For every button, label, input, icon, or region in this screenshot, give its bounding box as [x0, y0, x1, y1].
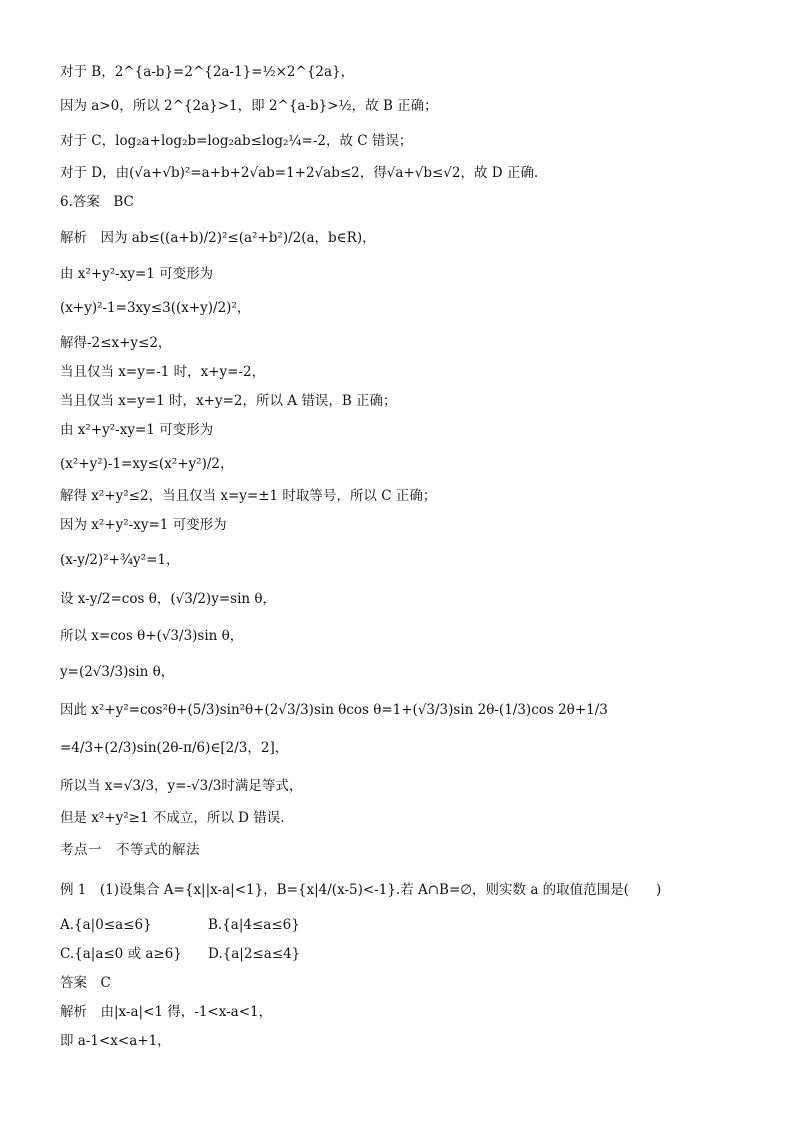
- text-line: 当且仅当 x=y=1 时，x+y=2，所以 A 错误，B 正确；: [60, 393, 397, 409]
- text-line: 解析 因为 ab≤((a+b)/2)²≤(a²+b²)/2(a，b∈R)，: [60, 230, 376, 246]
- answer-line: 6.答案 BC: [60, 194, 134, 210]
- text-line: 因为 a>0，所以 2^{2a}>1，即 2^{a-b}>½，故 B 正确；: [60, 98, 438, 114]
- text-line: 所以当 x=√3/3，y=-√3/3时满足等式，: [60, 778, 303, 794]
- text-line: 解析 由|x-a|<1 得，-1<x-a<1，: [60, 1004, 273, 1020]
- text-line: 对于 C，log₂a+log₂b=log₂ab≤log₂¼=-2，故 C 错误；: [60, 133, 413, 149]
- text-line: =4/3+(2/3)sin(2θ-π/6)∈[2/3，2]，: [60, 740, 289, 756]
- text-line: 由 x²+y²-xy=1 可变形为: [60, 266, 214, 282]
- text-line: 当且仅当 x=y=-1 时，x+y=-2，: [60, 364, 266, 380]
- section-heading: 考点一 不等式的解法: [60, 842, 200, 858]
- text-line: (x+y)²-1=3xy≤3((x+y)/2)²，: [60, 300, 251, 316]
- answer-line: 答案 C: [60, 975, 111, 991]
- text-line: 解得 x²+y²≤2，当且仅当 x=y=±1 时取等号，所以 C 正确；: [60, 488, 437, 504]
- option-b: B.{a|4≤a≤6}: [208, 917, 300, 933]
- text-line: 因此 x²+y²=cos²θ+(5/3)sin²θ+(2√3/3)sin θcos θ=1+(√3/3)sin 2θ-(1/3)cos 2θ+1/3: [60, 702, 608, 718]
- text-line: 设 x-y/2=cos θ，(√3/2)y=sin θ，: [60, 591, 276, 607]
- option-c: C.{a|a≤0 或 a≥6}: [60, 946, 182, 962]
- text-line: (x-y/2)²+¾y²=1，: [60, 552, 180, 568]
- text-line: 由 x²+y²-xy=1 可变形为: [60, 422, 214, 438]
- text-line: 所以 x=cos θ+(√3/3)sin θ，: [60, 628, 244, 644]
- option-d: D.{a|2≤a≤4}: [208, 946, 301, 962]
- text-line: (x²+y²)-1=xy≤(x²+y²)/2，: [60, 456, 234, 472]
- text-line: 但是 x²+y²≥1 不成立，所以 D 错误.: [60, 810, 285, 826]
- text-line: 因为 x²+y²-xy=1 可变形为: [60, 517, 227, 533]
- text-line: 即 a-1<x<a+1，: [60, 1033, 171, 1049]
- question-line: 例 1 (1)设集合 A={x||x-a|<1}，B={x|4/(x-5)<-1}.若 A∩B=∅，则实数 a 的取值范围是( ): [60, 882, 662, 898]
- text-line: 解得-2≤x+y≤2，: [60, 335, 172, 351]
- text-line: 对于 B，2^{a-b}=2^{2a-1}=½×2^{2a}，: [60, 64, 355, 80]
- option-a: A.{a|0≤a≤6}: [60, 917, 152, 933]
- text-line: 对于 D，由(√a+√b)²=a+b+2√ab=1+2√ab≤2，得√a+√b≤√2，故 D 正确.: [60, 165, 539, 181]
- text-line: y=(2√3/3)sin θ，: [60, 664, 175, 680]
